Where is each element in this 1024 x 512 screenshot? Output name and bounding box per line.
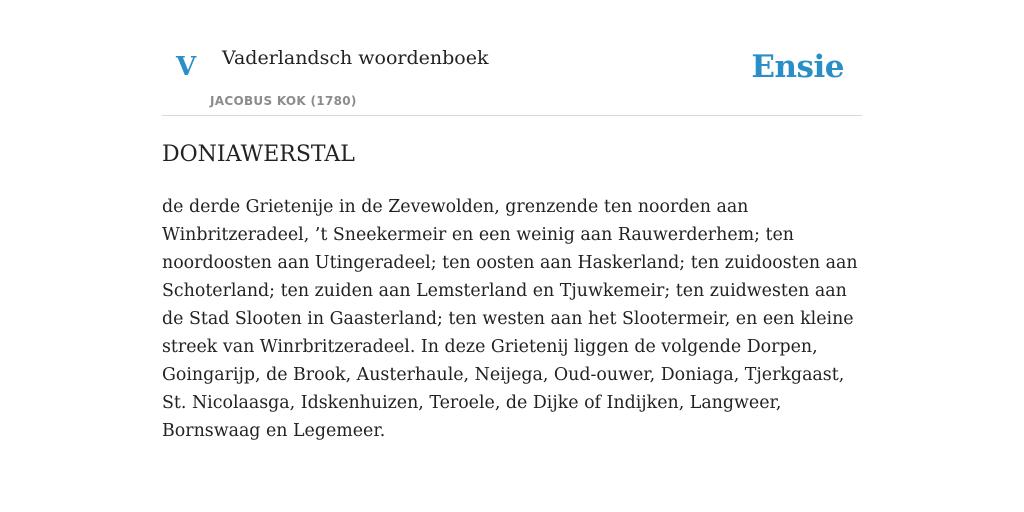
- dictionary-header: [162, 36, 862, 116]
- ensie-logo-link[interactable]: Ensie: [751, 49, 844, 85]
- book-author: JACOBUS KOK (1780): [210, 94, 357, 108]
- entry-title: DONIAWERSTAL: [162, 142, 355, 167]
- entry-definition: de derde Grietenije in de Zevewolden, grenzende ten noorden aan Winbritzeradeel, ’t Sneekermeir en een weinig aan Rauwerderhem; ten noordoosten aan Utingeradeel; ten oosten aan Haskerland; ten zuidoosten aan Schoterland; ten zuiden aan Lemsterland en Tjuwkemeir; ten zuidwesten aan de Stad Slooten in Gaasterland; ten westen aan het Slootermeir, en een kleine streek van Winrbritzeradeel. In deze Grietenij liggen de volgende Dorpen, Goingarijp, de Brook, Austerhaule, Neijega, Oud-ouwer, Doniaga, Tjerkgaast, St. Nicolaasga, Idskenhuizen, Teroele, de Dijke of Indijken, Langweer, Bornswaag en Legemeer.: [162, 197, 858, 441]
- book-letter-link[interactable]: V: [176, 52, 197, 82]
- book-title-link[interactable]: Vaderlandsch woordenboek: [222, 47, 489, 69]
